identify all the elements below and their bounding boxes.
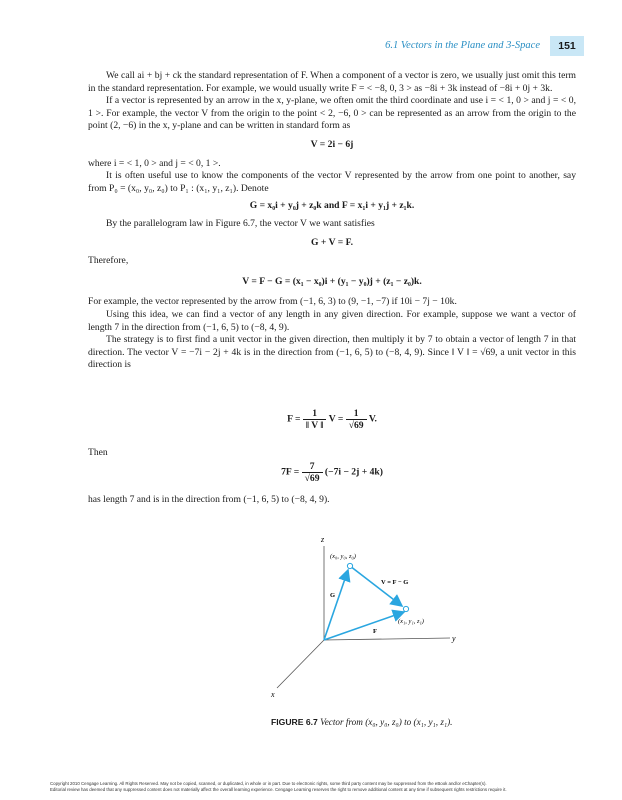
label-p1: (x₁, y₁, z₁): [398, 618, 424, 625]
paragraph-xy-plane: If a vector is represented by an arrow in the x, y-plane, we often omit the third coordinate and use i = < 1, 0 > and j = < 0, 1 >. For example, the vector V from the origin to the point < 2, −6, 0 > can be represented as an arrow from the origin to the point (2, −6) in the x, y-plane and can be written in standard form as: [88, 95, 576, 132]
paragraph-example-arrow: For example, the vector represented by the arrow from (−1, 6, 3) to (9, −1, −7) if 10i − 7j − 10k.: [88, 296, 457, 308]
vector-g-arrow: [324, 570, 348, 640]
running-title: 6.1 Vectors in the Plane and 3-Space: [385, 40, 540, 51]
equation-v-components: V = F − G = (x₁ − x₀)i + (y₁ − y₀)j + (z₁ − z₀)k.: [242, 275, 422, 287]
point-p0: [347, 563, 352, 568]
figure-caption-label: FIGURE 6.7: [271, 717, 318, 727]
equation-v-standard: V = 2i − 6j: [310, 138, 354, 150]
figure-caption: [271, 716, 461, 728]
vector-f-arrow: [324, 612, 404, 640]
axis-label-x: x: [271, 690, 275, 699]
label-v: V = F − G: [381, 579, 409, 586]
paragraph-components: It is often useful use to know the components of the vector V represented by the arrow from one point to another, say from P₀ = (x₀, y₀, z₀) to P₁ : (x₁, y₁, z₁). Denote: [88, 170, 576, 194]
paragraph-length-seven: has length 7 and is in the direction from (−1, 6, 5) to (−8, 4, 9).: [88, 494, 330, 505]
equation-g-f: G = x₀i + y₀j + z₀k and F = x₁i + y₁j + z₁k.: [249, 200, 415, 212]
page-number: 151: [550, 36, 584, 56]
equation-seven-f: 7F = $\frac{7}{√69}$ (−7i − 2j + 4k): [281, 461, 383, 484]
axis-label-y: y: [452, 634, 456, 643]
paragraph-parallelogram: By the parallelogram law in Figure 6.7, the vector V we want satisfies: [106, 217, 375, 229]
axis-label-z: z: [321, 535, 325, 544]
y-axis: [324, 638, 450, 640]
point-p1: [403, 606, 408, 611]
fraction-seven-over-root69: $\frac{7}{√69}$: [302, 461, 323, 484]
label-p0: (x₀, y₀, z₀): [330, 553, 356, 560]
paragraph-therefore: Therefore,: [88, 255, 129, 267]
footer-line-2: Editorial review has deemed that any suppressed content does not materially affect the overall learning experience. Cengage Learning reserves the right to remove additional content at any time if subsequent rights restrictions require it.: [50, 787, 507, 793]
paragraph-any-length: Using this idea, we can find a vector of any length in any given direction. For example, suppose we want a vector of length 7 in the direction from (−1, 6, 5) to (−8, 4, 9).: [88, 308, 576, 333]
copyright-footer: [50, 781, 590, 793]
fraction-one-over-norm: $\frac{1}{‖ V ‖}$: [303, 408, 327, 431]
label-g: G: [330, 592, 336, 599]
equation-g-plus-v: G + V = F.: [311, 236, 353, 248]
equation-unit-vector: F = $\frac{1}{‖ V ‖}$ V = $\frac{1}{√69}$ V.: [287, 408, 377, 431]
label-f: F: [373, 628, 377, 635]
paragraph-where-ij: where i = < 1, 0 > and j = < 0, 1 >.: [88, 157, 221, 169]
figure-caption-text: Vector from (x₀, y₀, z₀) to (x₁, y₁, z₁).: [320, 717, 453, 727]
x-axis: [277, 640, 324, 688]
fraction-one-over-root69: $\frac{1}{√69}$: [346, 408, 367, 431]
paragraph-then: Then: [88, 447, 108, 458]
paragraph-strategy: The strategy is to first find a unit vector in the given direction, then multiply it by 7 to obtain a vector of length 7 in that direction. The vector V = −7i − 2j + 4k is in the direction from (−1, 6, 5) to (−8, 4, 9). Since ‖ V ‖ = √69, a unit vector in this direction is: [88, 334, 576, 371]
paragraph-standard-representation: We call ai + bj + ck the standard representation of F. When a component of a vector is zero, we usually just omit this term in the standard representation. For example, we would usually write F = < −8, 0, 3 > as −8i + 3k instead of −8i + 0j + 3k.: [88, 70, 576, 94]
vector-v-arrow: [350, 566, 402, 606]
footer-line-1: Copyright 2010 Cengage Learning. All Rights Reserved. May not be copied, scanned, or duplicated, in whole or in part. Due to electronic rights, some third party content may be suppressed from the eBook and/or eChapter(s).: [50, 781, 487, 786]
